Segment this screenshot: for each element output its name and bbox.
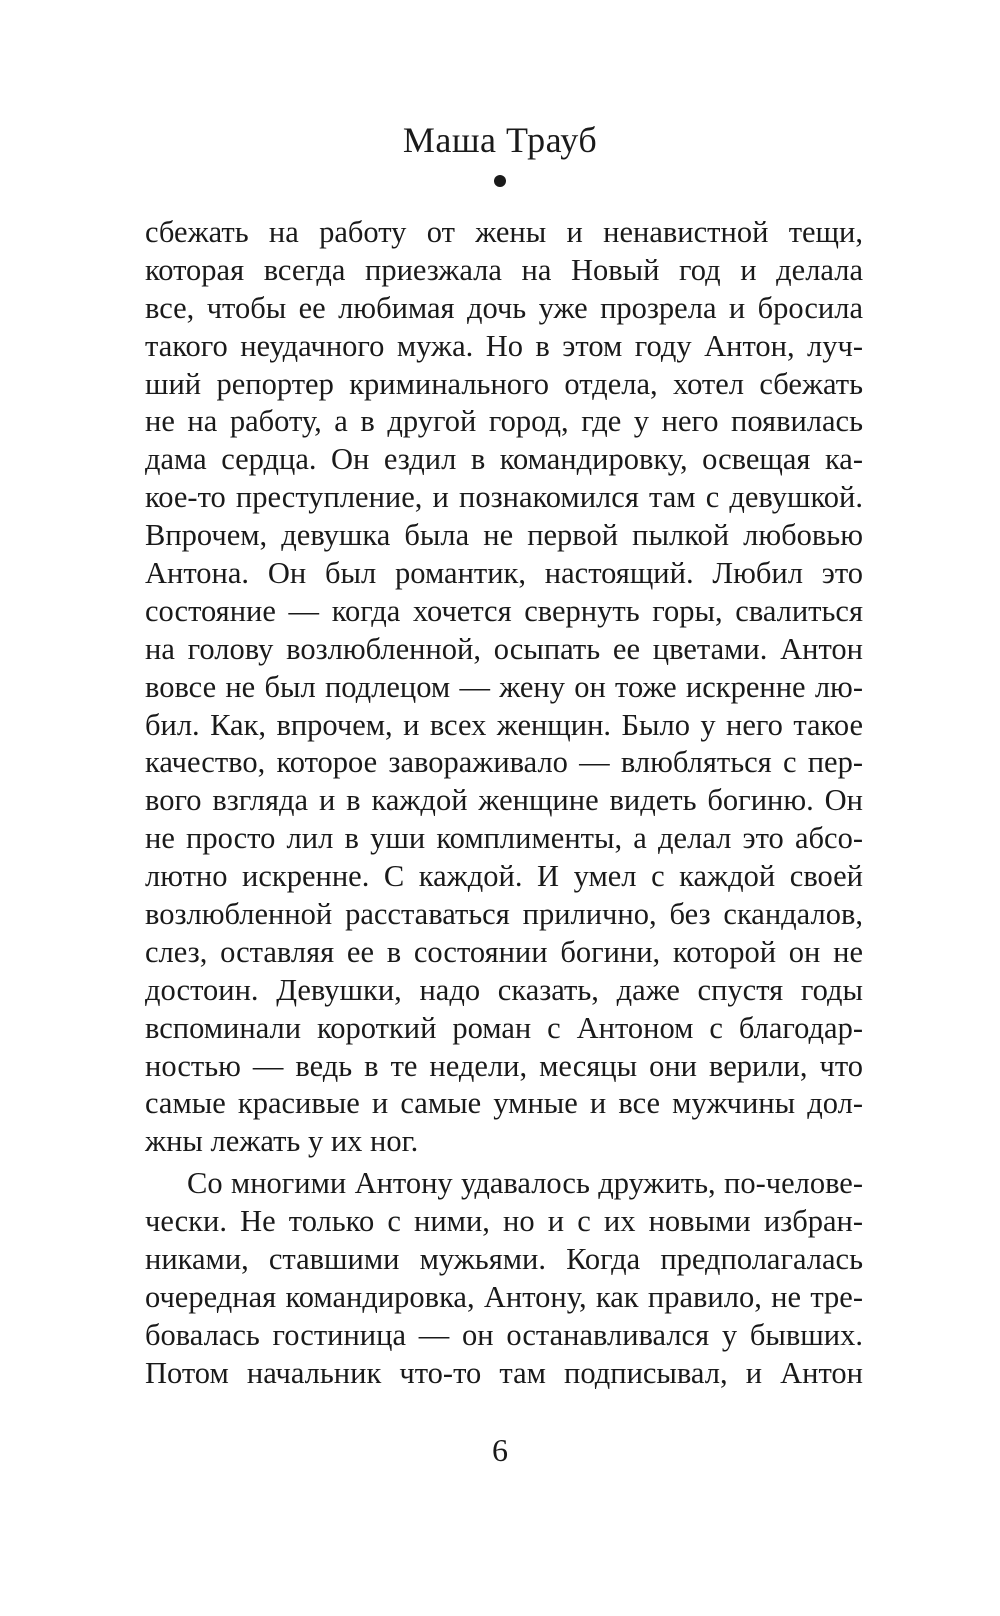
paragraph [145, 1165, 863, 1392]
paragraph [145, 214, 863, 1161]
text-line: достоин. Девушки, надо сказать, даже спустя годы [145, 972, 863, 1007]
text-line: слез, оставляя ее в состоянии богини, которой он не [145, 934, 863, 969]
text-line: ший репортер криминального отдела, хотел сбежать [145, 366, 863, 401]
text-line: не просто лил в уши комплименты, а делал это абсо- [145, 821, 863, 856]
text-line: Впрочем, девушка была не первой пылкой любовью [145, 518, 863, 553]
text-line: которая всегда приезжала на Новый год и делала [145, 252, 863, 287]
text-line: возлюбленной расставаться прилично, без скандалов, [145, 897, 863, 932]
text-line: качество, которое завораживало — влюбляться с пер- [145, 745, 863, 780]
body-text [145, 214, 863, 1393]
text-line: кое-то преступление, и познакомился там с девушкой. [145, 480, 863, 515]
text-line: вовсе не был подлецом — жену он тоже искренне лю- [145, 669, 863, 704]
running-head-author: Маша Трауб [402, 120, 598, 160]
text-line: чески. Не только с ними, но и с их новыми избран- [145, 1204, 863, 1239]
text-line: бил. Как, впрочем, и всех женщин. Было у него такое [145, 707, 863, 742]
page-number: 6 [492, 1432, 508, 1468]
text-line: никами, ставшими мужьями. Когда предполагалась [145, 1242, 863, 1277]
text-line: не на работу, а в другой город, где у него появилась [145, 404, 863, 439]
text-line: лютно искренне. С каждой. И умел с каждой своей [145, 859, 863, 894]
text-line: очередная командировка, Антону, как правило, не тре- [145, 1279, 863, 1314]
text-line: Антона. Он был романтик, настоящий. Любил это [145, 556, 863, 591]
text-line: на голову возлюбленной, осыпать ее цветами. Антон [145, 631, 863, 666]
text-line: жны лежать у их ног. [145, 1124, 419, 1159]
text-line: самые красивые и самые умные и все мужчины дол- [145, 1086, 863, 1121]
text-line: все, чтобы ее любимая дочь уже прозрела и бросила [145, 290, 863, 325]
ornament-bullet-icon [494, 175, 506, 187]
text-line: такого неудачного мужа. Но в этом году Антон, луч- [145, 328, 863, 363]
text-line: сбежать на работу от жены и ненавистной тещи, [145, 215, 863, 249]
text-line: вого взгляда и в каждой женщине видеть богиню. Он [145, 783, 863, 818]
text-line: дама сердца. Он ездил в командировку, освещая ка- [145, 442, 863, 477]
text-line: Потом начальник что-то там подписывал, и Антон [145, 1355, 863, 1390]
text-line: Со многими Антону удавалось дружить, по-челове- [187, 1166, 863, 1201]
text-line: вспоминали короткий роман с Антоном с благодар- [145, 1010, 863, 1045]
text-line: ностью — ведь в те недели, месяцы они верили, что [145, 1048, 863, 1083]
text-line: состояние — когда хочется свернуть горы, свалиться [145, 593, 863, 628]
text-line: бовалась гостиница — он останавливался у бывших. [145, 1317, 863, 1352]
